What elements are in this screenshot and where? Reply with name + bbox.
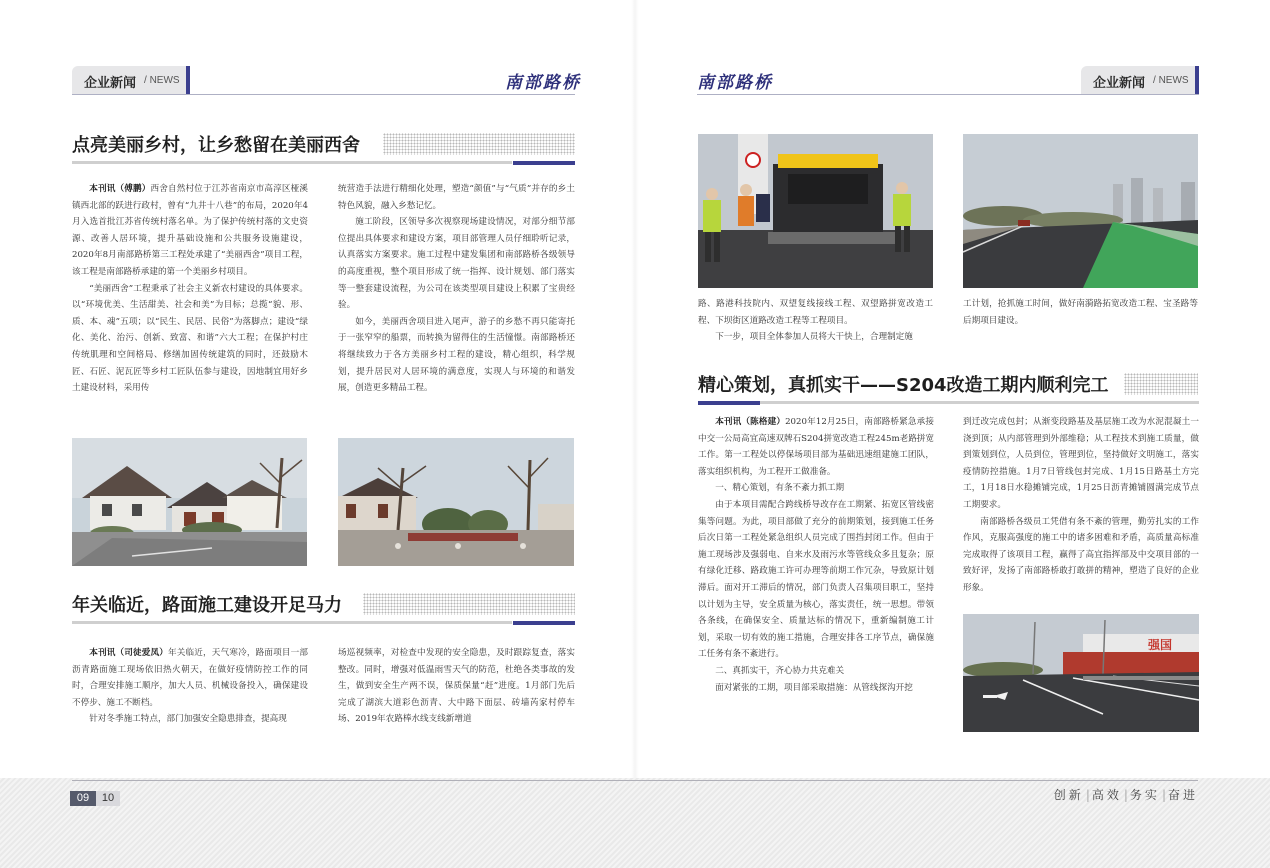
article-column: 场巡视频率，对检查中发现的安全隐患，及时跟踪复查，落实整改。同时，增强对低温雨雪天气的防范，杜绝各类事故的发生，做到安全生产两不误，保质保量“赶”进度。1月部门先后完成了湖滨大道彩色沥青、大中路下面层、砖墙芮家村停车场、2019年农路棒水线支线新增道 bbox=[338, 648, 575, 725]
article-column: 本刊讯（傅鹏）西舍自然村位于江苏省南京市高淳区桠溪镇西北部的跃进行政村，曾有“九井十八巷”的布局，2020年4月入选首批江苏省传统村落名单。为了保护传统村落的文史资源、改善人居环境，提升基础设施和公共服务设施建设，2020年8月南部路桥第三工程处承建了“美丽西舍”项目工程，该工程是南部路桥承建的第一个美丽乡村项目。 “美丽西舍”工程秉承了社会主义新农村建设的具体要求。以“环境优美、生活甜美、社会和美”为目标；总揽“貌、形、质、本、魂”五项；以“民生、民居、民俗”为落脚点；建设“绿化、美化、治污、创新、致富、和谐”六大工程；在保护村庄传统肌理和空间格局、修缮加固传统建筑的同时，还鼓励木匠、石匠、泥瓦匠等乡村工匠队伍参与建设，因地制宜用好乡土建设材料，采用传 bbox=[72, 184, 308, 394]
article-column: 本刊讯（司徒爱凤）年关临近，天气寒冷，路面项目一部沥青路面施工现场依旧热火朝天，在做好疫情防控工作的同时，合理安排施工顺序，加大人员、机械设备投入，确保建设不停步、施工不断档。 针对冬季施工特点，部门加强安全隐患排查，提高现 bbox=[72, 648, 308, 725]
article-column: 工计划，抢抓施工时间，做好南漪路拓宽改造工程、宝圣路等后期项目建设。 bbox=[963, 299, 1198, 326]
header-rule bbox=[72, 94, 575, 95]
section-tab bbox=[1081, 66, 1199, 94]
section-tab bbox=[72, 66, 190, 94]
village-square-photo bbox=[338, 438, 574, 566]
title-dots bbox=[363, 593, 575, 615]
page-number-left: 09 bbox=[70, 791, 96, 806]
section-label-en: / NEWS bbox=[1153, 75, 1189, 86]
footer-slogan: 创新 | 高效 | 务实 | 奋进 bbox=[1053, 788, 1198, 802]
section-label-en: / NEWS bbox=[144, 75, 180, 86]
section-label-cn: 企业新闻 bbox=[84, 76, 137, 91]
title-dots bbox=[1124, 373, 1198, 395]
brand-logo: 南部路桥 bbox=[505, 73, 581, 93]
article-title: 精心策划，真抓实干——S204改造工期内顺利完工 bbox=[698, 375, 1109, 396]
article-column: 路、路港科技院内、双望复线接线工程、双望路拼宽改造工程、下坝街区道路改造工程等工程项目。 下一步，项目全体参加人员将大干快上，合理制定施 bbox=[698, 299, 933, 343]
title-underline bbox=[698, 401, 1199, 404]
article-column: 本刊讯（陈格建）2020年12月25日，南部路桥紧急承接中交一公局高宜高速双牌石S204拼宽改造工程245m老路拼宽工作。第一工程处以停保场项目部为基础迅速组建施工团队，落实组织机构，为工程开工做准备。 一、精心策划，有条不紊力抓工期 由于本项目需配合跨线桥导改存在工期紧、拓宽区管线密集等问题。为此，项目部做了充分的前期策划，接到施工任务后次日第一工程处紧急组织人员完成了围挡封闭工作。但由于施工现场涉及强弱电、自来水及雨污水等管线众多且复杂；原有绿化迁移、路政施工许可办理等前期工作冗杂，导致原计划滞后。面对开工滞后的情况，部门负责人召集项目职工，坚持以计划为主导，安全质量为核心，落实责任，统一思想。带领各条线，在确保安全、质量达标的情况下，重新编制施工计划，采取一切有效的施工措施，合理安排各工序节点，确保施工任务有条不紊进行。 二、真抓实干，齐心协力共克难关 面对紧张的工期，项目部采取措施：从管线探沟开挖 bbox=[698, 417, 934, 693]
title-dots bbox=[383, 133, 575, 155]
title-underline bbox=[72, 161, 575, 164]
article-column: 统营造手法进行精细化处理，塑造“颜值”与“气质”并存的乡土特色风貌，融入乡愁记忆。 施工阶段，区领导多次视察现场建设情况，对部分细节部位提出具体要求和建设方案，项目部管理人员仔细聆听记录，认真落实方案要求。施工过程中建发集团和南部路桥各级领导的高度重视，整个项目形成了统一指挥、设计规划、部门落实等一整套建设流程，为公司在该类型项目建设上积累了宝贵经验。 如今，美丽西舍项目进入尾声，游子的乡愁不再只能寄托于一张窄窄的船票，而转换为留得住的生活憧憬。南部路桥还将继续致力于各方美丽乡村工程的建设，精心组织，科学规划，提升居民对人居环境的满意度，实现人与环境的和谐发展，创造更多精品工程。 bbox=[338, 184, 575, 394]
footer-rule bbox=[72, 780, 1198, 781]
section-label-cn: 企业新闻 bbox=[1093, 76, 1146, 91]
finished-road-photo bbox=[963, 614, 1199, 732]
page-number-right: 10 bbox=[96, 791, 120, 806]
village-photo bbox=[72, 438, 307, 566]
article-column: 到迁改完成包封；从渐变段路基及基层施工改为水泥混凝土一浇到顶；从内部管理到外部维稳；从工程技术到施工质量，做到策划到位，人员到位，管理到位，坚持做好文明施工，落实疫情防控措施。1月7日管线包封完成、1月15日路基土方完工，1月18日水稳摊铺完成，1月25日沥青摊铺圆满完成节点工期要求。 南部路桥各级员工凭借有条不紊的管理，勤劳扎实的工作作风，克服高强度的施工中的诸多困难和矛盾，高质量高标准完成取得了该项目工程，赢得了高宜指挥部及中交项目部的一致好评，发扬了南部路桥敢打敢拼的精神，塑造了良好的企业形象。 bbox=[963, 417, 1199, 593]
article-title: 年关临近，路面施工建设开足马力 bbox=[72, 595, 342, 616]
new-road-photo bbox=[963, 134, 1198, 288]
brand-logo: 南部路桥 bbox=[697, 73, 773, 93]
right-page bbox=[635, 0, 1270, 868]
header-rule bbox=[697, 94, 1199, 95]
title-underline bbox=[72, 621, 575, 624]
paving-machine-photo bbox=[698, 134, 933, 288]
roadside-sign-text: 强国 bbox=[1148, 638, 1173, 652]
article-title: 点亮美丽乡村，让乡愁留在美丽西舍 bbox=[72, 135, 360, 156]
